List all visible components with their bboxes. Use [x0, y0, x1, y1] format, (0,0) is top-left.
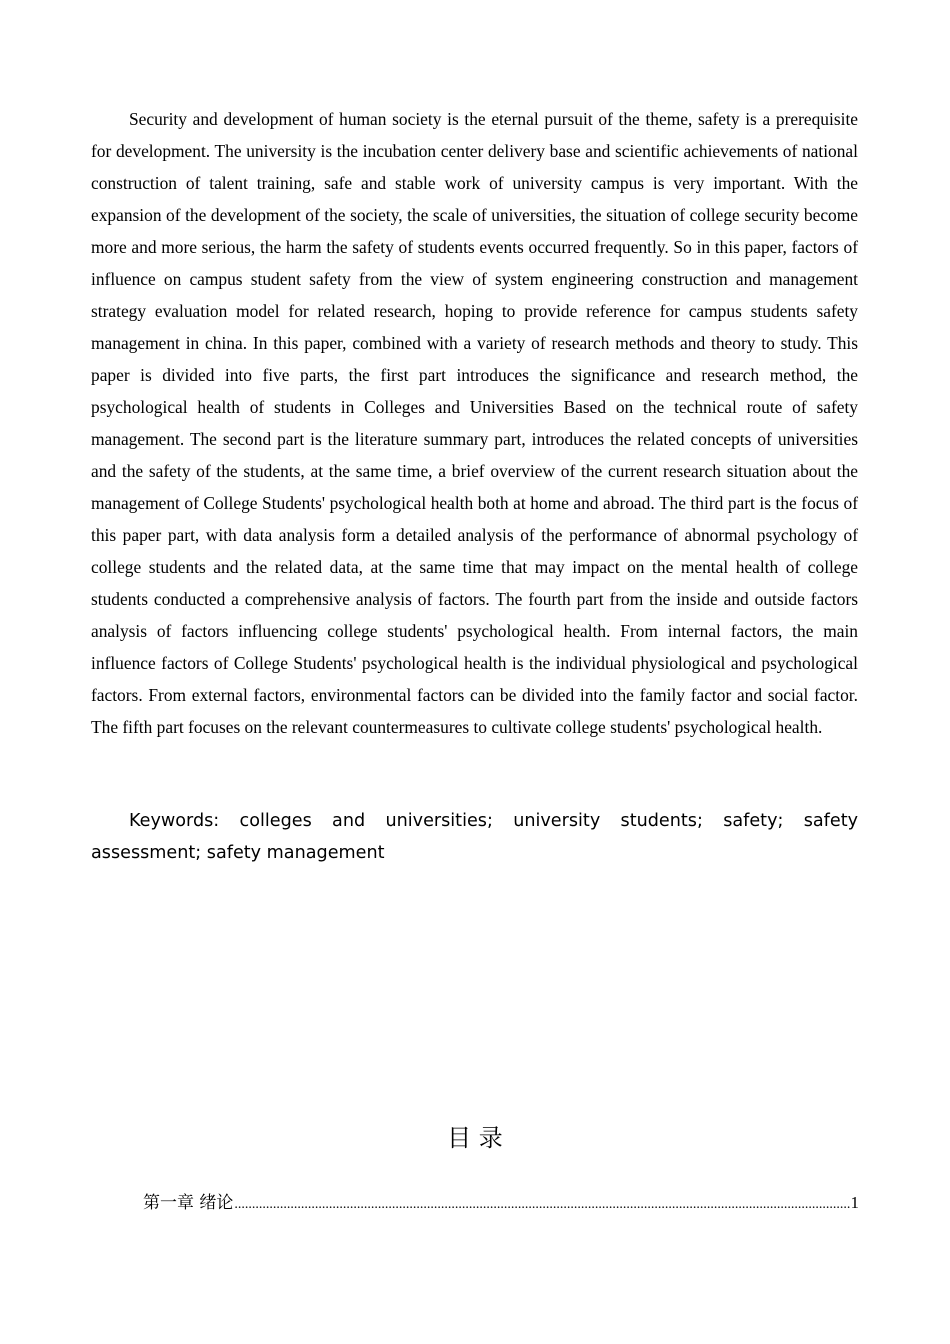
- abstract-paragraph: Security and development of human society is the eternal pursuit of the theme, safety is a prerequisite for development. The university is the incubation center delivery base and scientific achievements of national construction of talent training, safe and stable work of university campus is very important. With the expansion of the development of the society, the scale of universities, the situation of college security become more and more serious, the harm the safety of students events occurred frequently. So in this paper, factors of influence on campus student safety from the view of system engineering construction and management strategy evaluation model for related research, hoping to provide reference for campus students safety management in china. In this paper, combined with a variety of research methods and theory to study. This paper is divided into five parts, the first part introduces the significance and research method, the psychological health of students in Colleges and Universities Based on the technical route of safety management. The second part is the literature summary part, introduces the related concepts of universities and the safety of the students, at the same time, a brief overview of the current research situation about the management of College Students' psychological health both at home and abroad. The third part is the focus of this paper part, with data analysis form a detailed analysis of the performance of abnormal psychology of college students and the related data, at the same time that may impact on the mental health of college students conducted a comprehensive analysis of factors. The fourth part from the inside and outside factors analysis of factors influencing college students' psychological health. From internal factors, the main influence factors of College Students' psychological health is the individual physiological and psychological factors. From external factors, environmental factors can be divided into the family factor and social factor. The fifth part focuses on the relevant countermeasures to cultivate college students' psychological health.: [91, 109, 858, 737]
- toc-entry[interactable]: [143, 1188, 859, 1218]
- toc-title: 目 录: [447, 1124, 503, 1152]
- toc-leader-dots: [234, 1188, 849, 1218]
- keywords-line: Keywords: colleges and universities; university students; safety; safety assessment; safety management: [91, 811, 858, 863]
- toc-entry-page-number: 1: [850, 1193, 859, 1212]
- toc-entry-label: 第一章 绪论: [143, 1193, 234, 1213]
